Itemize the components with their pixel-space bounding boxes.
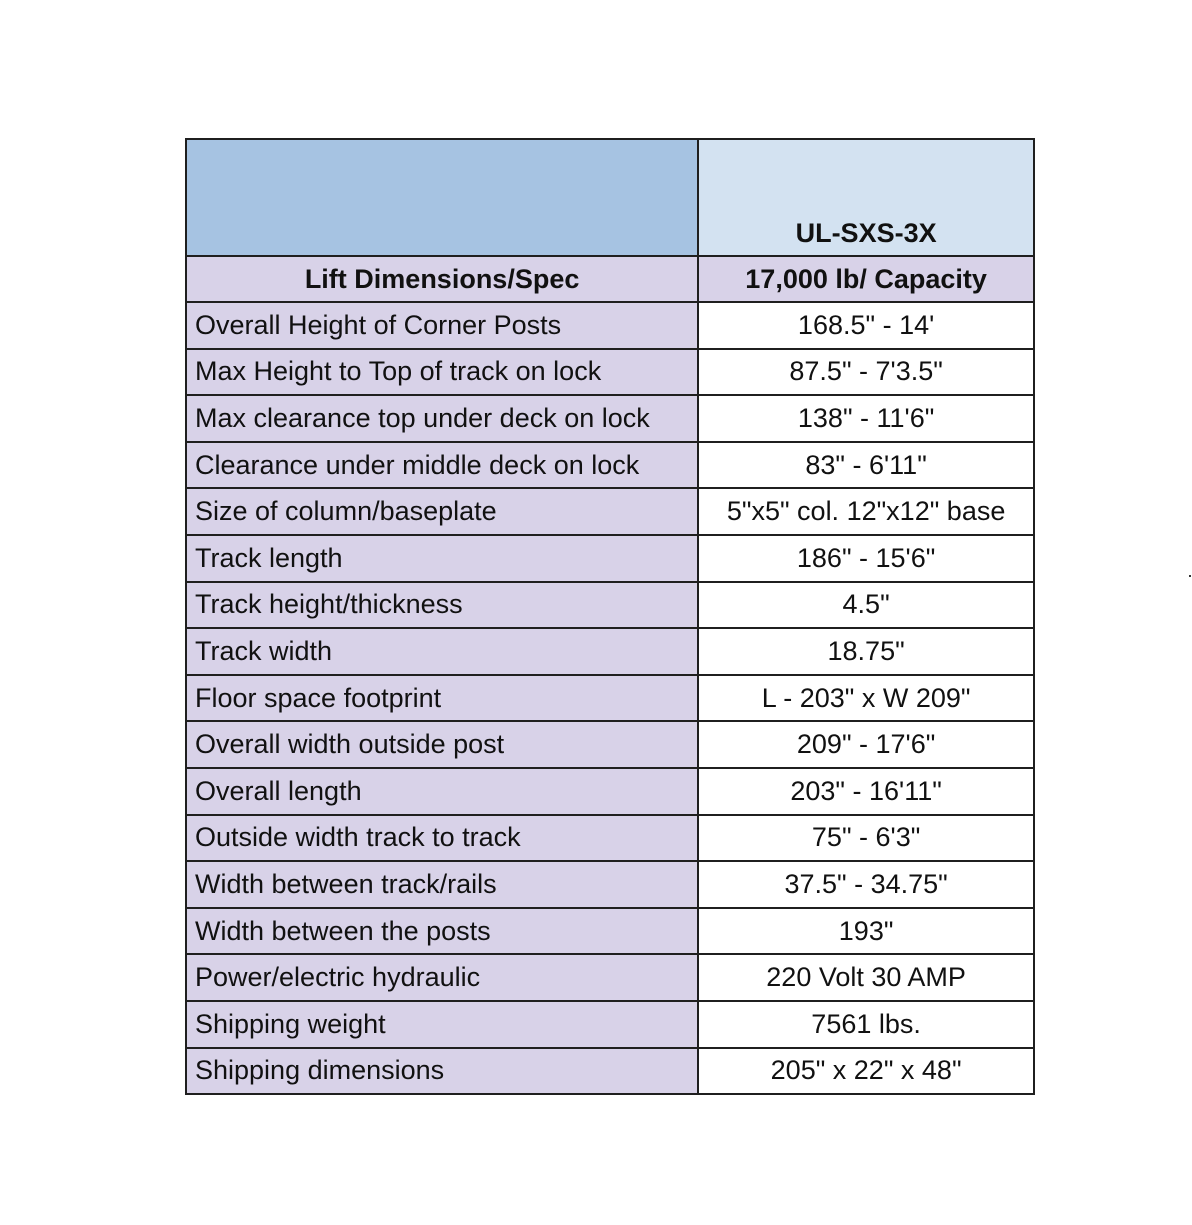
spec-row: [186, 442, 1034, 489]
spec-value: 209" - 17'6": [698, 721, 1034, 768]
spec-label: Max clearance top under deck on lock: [186, 395, 698, 442]
spec-row: [186, 721, 1034, 768]
spec-label: Power/electric hydraulic: [186, 954, 698, 1001]
spec-label: Width between track/rails: [186, 861, 698, 908]
spec-value: 18.75": [698, 628, 1034, 675]
spec-label: Overall Height of Corner Posts: [186, 302, 698, 349]
spec-label: Outside width track to track: [186, 815, 698, 862]
spec-row: [186, 628, 1034, 675]
spec-value: L - 203" x W 209": [698, 675, 1034, 722]
spec-value: 138" - 11'6": [698, 395, 1034, 442]
spec-value: 220 Volt 30 AMP: [698, 954, 1034, 1001]
spec-row: [186, 675, 1034, 722]
spec-label: Size of column/baseplate: [186, 488, 698, 535]
spec-row: [186, 302, 1034, 349]
spec-row: [186, 1048, 1034, 1095]
spec-row: [186, 582, 1034, 629]
spec-label: Floor space footprint: [186, 675, 698, 722]
spec-label: Track width: [186, 628, 698, 675]
spec-label: Track height/thickness: [186, 582, 698, 629]
spec-value: 37.5" - 34.75": [698, 861, 1034, 908]
spec-row: [186, 768, 1034, 815]
title-blank-cell: [186, 139, 698, 256]
spec-row: [186, 395, 1034, 442]
spec-label: Max Height to Top of track on lock: [186, 349, 698, 396]
spec-value: 205" x 22" x 48": [698, 1048, 1034, 1095]
spec-value: 7561 lbs.: [698, 1001, 1034, 1048]
spec-value: 87.5" - 7'3.5": [698, 349, 1034, 396]
spec-row: [186, 1001, 1034, 1048]
spec-label: Shipping weight: [186, 1001, 698, 1048]
spec-label: Shipping dimensions: [186, 1048, 698, 1095]
edge-mark: [1189, 575, 1191, 577]
spec-label: Overall width outside post: [186, 721, 698, 768]
model-name: UL-SXS-3X: [698, 139, 1034, 256]
header-value-cell: 17,000 lb/ Capacity: [698, 256, 1034, 302]
spec-label: Clearance under middle deck on lock: [186, 442, 698, 489]
spec-value: 75" - 6'3": [698, 815, 1034, 862]
spec-value: 186" - 15'6": [698, 535, 1034, 582]
spec-row: [186, 908, 1034, 955]
spec-table-body: [186, 139, 1034, 1094]
spec-row: [186, 488, 1034, 535]
header-row: [186, 256, 1034, 302]
title-row: [186, 139, 1034, 256]
spec-label: Overall length: [186, 768, 698, 815]
spec-value: 193": [698, 908, 1034, 955]
spec-value: 5"x5" col. 12"x12" base: [698, 488, 1034, 535]
spec-row: [186, 861, 1034, 908]
lift-spec-table: [185, 138, 1035, 1095]
spec-value: 4.5": [698, 582, 1034, 629]
spec-row: [186, 815, 1034, 862]
spec-value: 168.5" - 14': [698, 302, 1034, 349]
spec-row: [186, 954, 1034, 1001]
header-label-cell: Lift Dimensions/Spec: [186, 256, 698, 302]
spec-value: 203" - 16'11": [698, 768, 1034, 815]
spec-row: [186, 349, 1034, 396]
spec-row: [186, 535, 1034, 582]
spec-value: 83" - 6'11": [698, 442, 1034, 489]
spec-label: Width between the posts: [186, 908, 698, 955]
spec-label: Track length: [186, 535, 698, 582]
